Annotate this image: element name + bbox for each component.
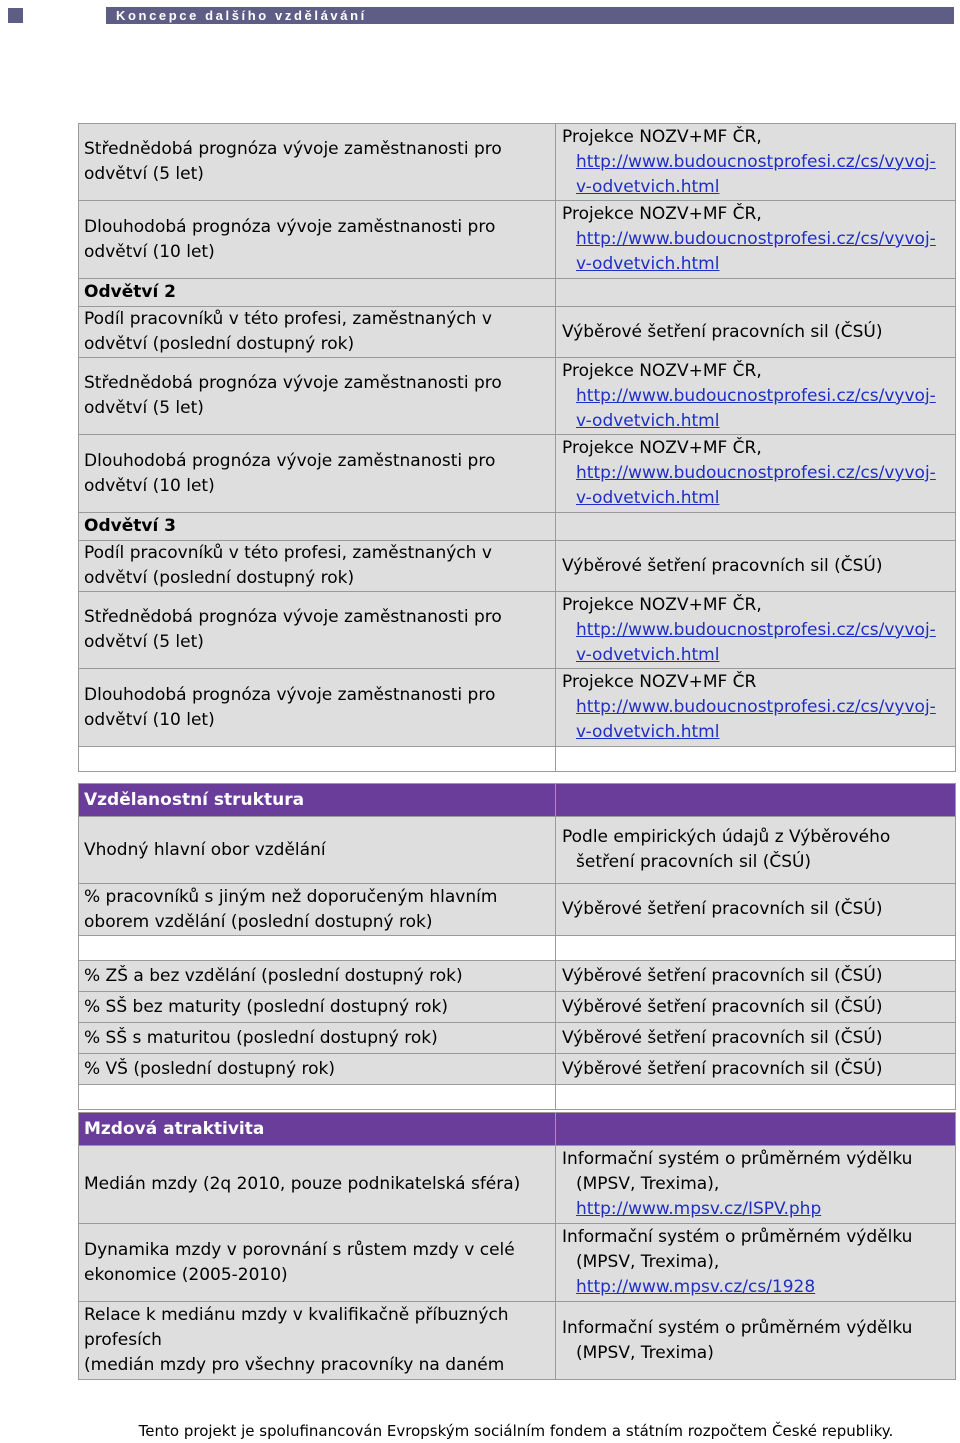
section-band-row xyxy=(79,1113,956,1146)
table-row xyxy=(79,992,956,1023)
header-logo-square xyxy=(8,8,23,23)
empty-cell xyxy=(556,279,956,307)
row-source: Výběrové šetření pracovních sil (ČSÚ) xyxy=(556,541,956,592)
row-source: Výběrové šetření pracovních sil (ČSÚ) xyxy=(556,1054,956,1085)
source-link[interactable]: http://www.budoucnostprofesi.cz/cs/vyvoj-v-odvetvich.html xyxy=(576,697,936,742)
row-label: % ZŠ a bez vzdělání (poslední dostupný rok) xyxy=(79,961,556,992)
row-label: Vhodný hlavní obor vzdělání xyxy=(79,817,556,884)
table-row xyxy=(79,435,956,513)
section-title: Mzdová atraktivita xyxy=(79,1113,556,1146)
row-source: Výběrové šetření pracovních sil (ČSÚ) xyxy=(556,961,956,992)
row-label: % VŠ (poslední dostupný rok) xyxy=(79,1054,556,1085)
row-source: Projekce NOZV+MF ČR, http://www.budoucnostprofesi.cz/cs/vyvoj-v-odvetvich.html xyxy=(556,124,956,201)
row-label: % SŠ bez maturity (poslední dostupný rok) xyxy=(79,992,556,1023)
empty-cell xyxy=(556,513,956,541)
table-row xyxy=(79,669,956,747)
section-band-row xyxy=(79,784,956,817)
table-row xyxy=(79,513,956,541)
empty-cell xyxy=(556,936,956,961)
spacer-row xyxy=(79,1085,956,1110)
section-title: Vzdělanostní struktura xyxy=(79,784,556,817)
row-label: Střednědobá prognóza vývoje zaměstnanosti pro odvětví (5 let) xyxy=(79,358,556,435)
empty-cell xyxy=(556,1085,956,1110)
section-band-empty xyxy=(556,784,956,817)
row-label: Dlouhodobá prognóza vývoje zaměstnanosti pro odvětví (10 let) xyxy=(79,435,556,513)
row-source: Projekce NOZV+MF ČR, http://www.budoucnostprofesi.cz/cs/vyvoj-v-odvetvich.html xyxy=(556,201,956,279)
row-label: Střednědobá prognóza vývoje zaměstnanosti pro odvětví (5 let) xyxy=(79,124,556,201)
row-source: Informační systém o průměrném výdělku (MPSV, Trexima), http://www.mpsv.cz/ISPV.php xyxy=(556,1146,956,1224)
row-source: Informační systém o průměrném výdělku (MPSV, Trexima), http://www.mpsv.cz/cs/1928 xyxy=(556,1224,956,1302)
row-label: Dlouhodobá prognóza vývoje zaměstnanosti pro odvětví (10 let) xyxy=(79,669,556,747)
table-row xyxy=(79,201,956,279)
row-source: Projekce NOZV+MF ČR http://www.budoucnostprofesi.cz/cs/vyvoj-v-odvetvich.html xyxy=(556,669,956,747)
row-source: Výběrové šetření pracovních sil (ČSÚ) xyxy=(556,884,956,936)
row-label: Relace k mediánu mzdy v kvalifikačně příbuzných profesích (medián mzdy pro všechny pracovníky na daném xyxy=(79,1302,556,1380)
row-label: Podíl pracovníků v této profesi, zaměstnaných v odvětví (poslední dostupný rok) xyxy=(79,541,556,592)
empty-cell xyxy=(79,1085,556,1110)
row-source: Projekce NOZV+MF ČR, http://www.budoucnostprofesi.cz/cs/vyvoj-v-odvetvich.html xyxy=(556,358,956,435)
row-label: % SŠ s maturitou (poslední dostupný rok) xyxy=(79,1023,556,1054)
table-row xyxy=(79,358,956,435)
source-link[interactable]: http://www.mpsv.cz/cs/1928 xyxy=(576,1277,816,1297)
source-link[interactable]: http://www.mpsv.cz/ISPV.php xyxy=(576,1199,822,1219)
spacer-row xyxy=(79,747,956,772)
empty-cell xyxy=(556,747,956,772)
row-source: Podle empirických údajů z Výběrového šetření pracovních sil (ČSÚ) xyxy=(556,817,956,884)
section-band-empty xyxy=(556,1113,956,1146)
table-row xyxy=(79,124,956,201)
table-row xyxy=(79,1302,956,1380)
row-source: Výběrové šetření pracovních sil (ČSÚ) xyxy=(556,1023,956,1054)
row-label: Střednědobá prognóza vývoje zaměstnanosti pro odvětví (5 let) xyxy=(79,592,556,669)
table-row xyxy=(79,961,956,992)
empty-cell xyxy=(79,747,556,772)
row-source: Projekce NOZV+MF ČR, http://www.budoucnostprofesi.cz/cs/vyvoj-v-odvetvich.html xyxy=(556,435,956,513)
funding-footer: Tento projekt je spolufinancován Evropským sociálním fondem a státním rozpočtem České republiky. xyxy=(138,1422,894,1440)
forecast-table xyxy=(78,123,956,772)
row-label: Medián mzdy (2q 2010, pouze podnikatelská sféra) xyxy=(79,1146,556,1224)
table-row xyxy=(79,884,956,936)
row-source: Informační systém o průměrném výdělku (MPSV, Trexima) xyxy=(556,1302,956,1380)
table-row xyxy=(79,1054,956,1085)
education-table xyxy=(78,783,956,1110)
table-row xyxy=(79,307,956,358)
wage-table xyxy=(78,1112,956,1380)
table-row xyxy=(79,1023,956,1054)
source-link[interactable]: http://www.budoucnostprofesi.cz/cs/vyvoj-v-odvetvich.html xyxy=(576,463,936,508)
row-label: % pracovníků s jiným než doporučeným hlavním oborem vzdělání (poslední dostupný rok) xyxy=(79,884,556,936)
row-label: Dlouhodobá prognóza vývoje zaměstnanosti pro odvětví (10 let) xyxy=(79,201,556,279)
row-source: Výběrové šetření pracovních sil (ČSÚ) xyxy=(556,307,956,358)
document-header-title: Koncepce dalšího vzdělávání xyxy=(106,7,954,24)
spacer-row xyxy=(79,936,956,961)
table-row xyxy=(79,541,956,592)
table-row xyxy=(79,592,956,669)
source-link[interactable]: http://www.budoucnostprofesi.cz/cs/vyvoj-v-odvetvich.html xyxy=(576,151,936,197)
source-link[interactable]: http://www.budoucnostprofesi.cz/cs/vyvoj-v-odvetvich.html xyxy=(576,229,936,274)
table-row xyxy=(79,1146,956,1224)
table-row xyxy=(79,279,956,307)
table-row xyxy=(79,817,956,884)
row-label: Podíl pracovníků v této profesi, zaměstnaných v odvětví (poslední dostupný rok) xyxy=(79,307,556,358)
empty-cell xyxy=(79,936,556,961)
row-source: Projekce NOZV+MF ČR, http://www.budoucnostprofesi.cz/cs/vyvoj-v-odvetvich.html xyxy=(556,592,956,669)
section-subheading: Odvětví 2 xyxy=(79,279,556,307)
section-subheading: Odvětví 3 xyxy=(79,513,556,541)
source-link[interactable]: http://www.budoucnostprofesi.cz/cs/vyvoj-v-odvetvich.html xyxy=(576,385,936,431)
row-source: Výběrové šetření pracovních sil (ČSÚ) xyxy=(556,992,956,1023)
source-link[interactable]: http://www.budoucnostprofesi.cz/cs/vyvoj-v-odvetvich.html xyxy=(576,619,936,665)
row-label: Dynamika mzdy v porovnání s růstem mzdy v celé ekonomice (2005-2010) xyxy=(79,1224,556,1302)
table-row xyxy=(79,1224,956,1302)
